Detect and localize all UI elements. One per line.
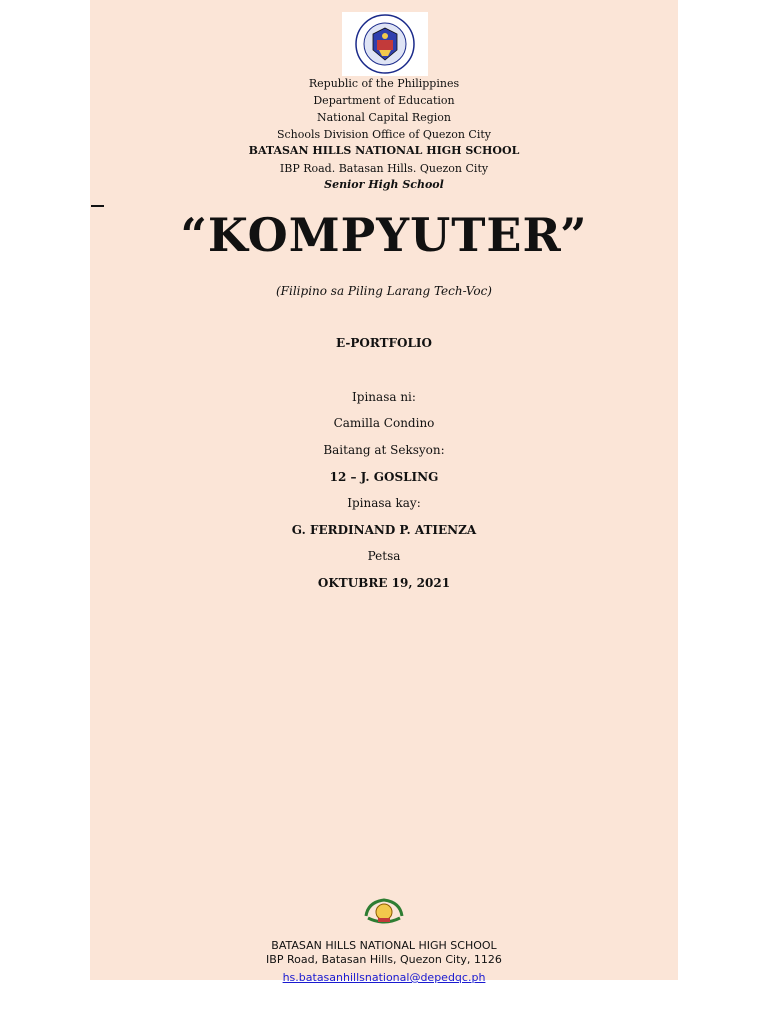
document-title: “KOMPYUTER” (180, 208, 588, 262)
submitted-by-label: Ipinasa ni: (352, 390, 416, 404)
document-page (90, 0, 678, 984)
header-school-name: BATASAN HILLS NATIONAL HIGH SCHOOL (248, 144, 520, 157)
date-label: Petsa (367, 549, 401, 563)
footer-address: IBP Road, Batasan Hills, Quezon City, 1126 (266, 953, 502, 966)
header-program: Senior High School (324, 178, 444, 191)
document-subtitle: (Filipino sa Piling Larang Tech-Voc) (276, 284, 492, 298)
header-line-republic: Republic of the Philippines (308, 77, 460, 90)
grade-section: 12 – J. GOSLING (329, 470, 439, 484)
margin-dash-mark (91, 205, 104, 207)
header-line-division: Schools Division Office of Quezon City (276, 128, 491, 141)
footer-email-link[interactable]: hs.batasanhillsnational@depedqc.ph (282, 971, 486, 984)
teacher-name: G. FERDINAND P. ATIENZA (291, 523, 477, 537)
submitted-to-label: Ipinasa kay: (347, 496, 421, 510)
footer-school-name: BATASAN HILLS NATIONAL HIGH SCHOOL (271, 939, 497, 952)
footer-email-wrapper (90, 966, 678, 985)
submission-date: OKTUBRE 19, 2021 (317, 576, 451, 590)
student-name: Camilla Condino (333, 416, 435, 430)
school-emblem-logo (362, 896, 406, 928)
document-type: E-PORTFOLIO (336, 336, 432, 350)
deped-seal-logo (342, 12, 428, 76)
header-address: IBP Road. Batasan Hills. Quezon City (279, 162, 489, 175)
grade-section-label: Baitang at Seksyon: (323, 443, 445, 457)
header-line-region: National Capital Region (317, 111, 451, 124)
header-line-department: Department of Education (313, 94, 455, 107)
